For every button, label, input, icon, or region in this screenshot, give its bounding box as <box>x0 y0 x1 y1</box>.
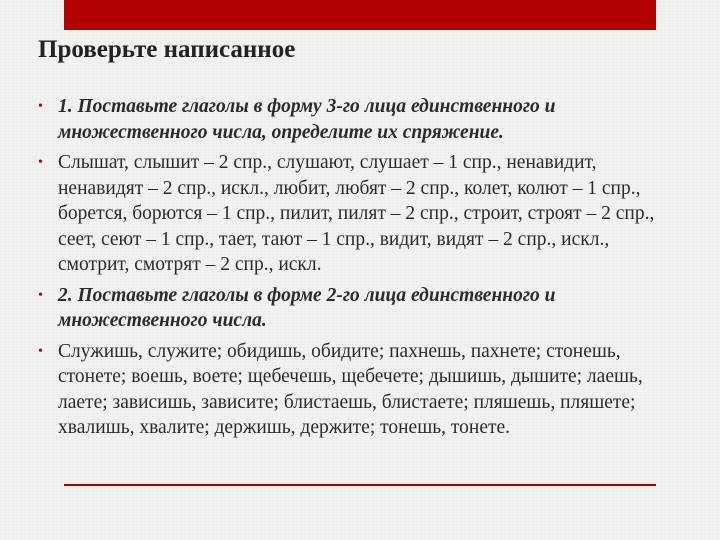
bullet-icon: • <box>38 99 43 114</box>
bottom-divider <box>64 484 656 486</box>
list-item-text: Слышат, слышит – 2 спр., слушают, слушает – 1 спр., ненавидит, ненавидят – 2 спр., искл., любит, любят – 2 спр., колет, колют – 1 спр., борется, борются – 1 спр., пилит, пилят – 2 спр., строит, строят – 2 спр., сеет, сеют – 1 спр., тает, тают – 1 спр., видит, видят – 2 спр., искл., смотрит, смотрят – 2 спр., искл. <box>58 152 655 275</box>
list-item-task-2 <box>38 283 678 334</box>
bullet-icon: • <box>38 287 43 303</box>
bullet-icon: • <box>38 155 43 170</box>
list-item-text: 1. Поставьте глаголы в форму 3-го лица единственного и множественного числа, определите их спряжение. <box>58 96 556 143</box>
bullet-icon: • <box>38 343 43 359</box>
slide-content-list <box>38 94 678 446</box>
list-item-task-1 <box>38 94 678 145</box>
list-item-answer-1 <box>38 150 678 278</box>
list-item-text: Служишь, служите; обидишь, обидите; пахнешь, пахнете; стонешь, стонете; воешь, воете; щебечешь, щебечете; дышишь, дышите; лаешь, лаете; зависишь, зависите; блистаешь, блистаете; пляшешь, пляшете; хвалишь, хвалите; держишь, держите; тонешь, тонете. <box>58 340 643 438</box>
top-accent-bar <box>64 0 656 30</box>
slide-title: Проверьте написанное <box>38 36 296 63</box>
list-item-answer-2 <box>38 339 678 441</box>
list-item-text: 2. Поставьте глаголы в форме 2-го лица единственного и множественного числа. <box>58 284 556 331</box>
